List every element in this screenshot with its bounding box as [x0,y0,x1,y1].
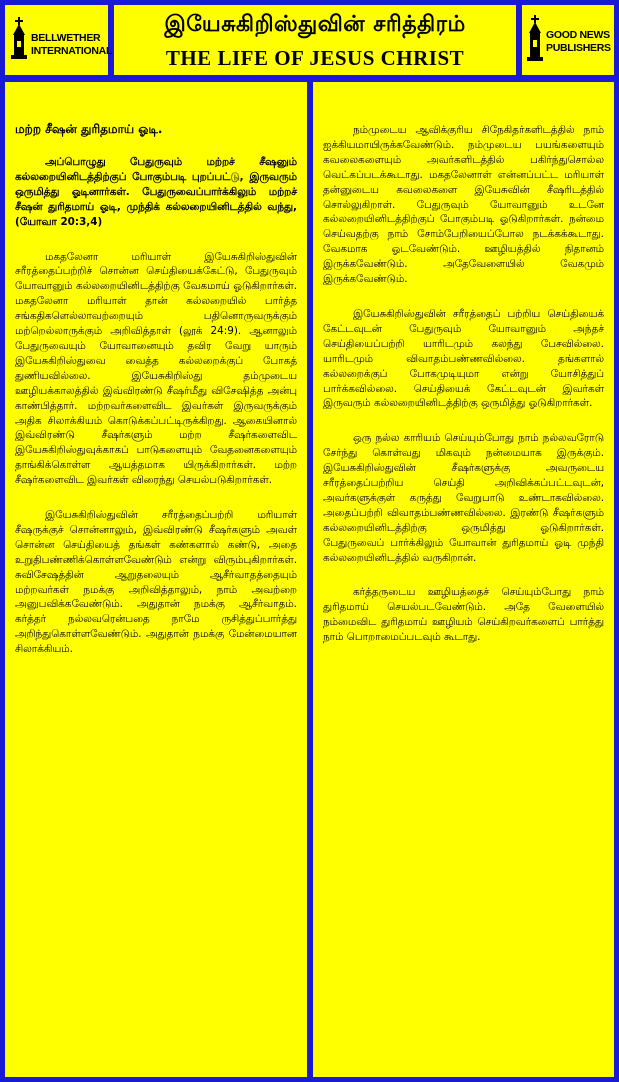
title-box [114,5,516,75]
paragraph: இயேசுகிறிஸ்துவின் சரீரத்தைப்பற்றி மரியாள் சீஷருக்குச் சொன்னாலும், இவ்விரண்டு சீஷர்களும் அவள் சொன்ன செய்தியைத் தங்கள் கண்களால் கண்டு, அதை உறுதிபண்ணிக்கொள்ளவேண்டும் என்று விரும்புகிறார்கள். சுவிசேஷத்தின் ஆறுதலையும் ஆசீர்வாதத்தையும் மற்றவர்கள் நமக்கு அறிவித்தாலும், நாம் அவற்றை அனுபவிக்கவேண்டும். அதுதான் நமக்கு ஆசீர்வாதம். கர்த்தர் நல்லவரென்பதை நாமே ருசித்துப்பார்த்து அறிந்துகொள்ளவேண்டும். அதுதான் நமக்கு மேன்மையான சிலாக்கியம். [15,509,297,656]
left-logo-line1: BELLWETHER [31,32,101,44]
right-logo-line2: PUBLISHERS [546,42,611,54]
right-logo-box [522,5,614,75]
bible-verse: அப்பொழுது பேதுருவும் மற்றச் சீஷனும் கல்லறையினிடத்திற்குப் போகும்படி புறப்பட்டு, இருவரும் ஒருமித்து ஓடினார்கள். பேதுருவைப்பார்க்கிலும் மற்றச் சீஷன் துரிதமாய் ஓடி, முந்திக் கல்லறையினிடத்தில் வந்து, (யோவா 20:3,4) [15,156,297,228]
paragraph: மகதலேனா மரியாள் இயேசுகிறிஸ்துவின் சரீரத்தைப்பற்றிச் சொன்ன செய்தியைக்கேட்டு, பேதுருவும் யோவானும் கல்லறையினிடத்திற்கு வேகமாய் ஓடுகிறார்கள். மகதலேனா மரியாள் தான் கல்லறையில் பார்த்த சங்கதிகளெல்லாவற்றையும் பதினொருவருக்கும் மற்றெல்லாருக்கும் அறிவித்தாள் (லூக் 24:9). ஆனாலும் பேதுருவையும் யோவானையும் தவிர வேறு யாரும் இயேசுகிறிஸ்துவை வைத்த கல்லறைக்குப் போகத் துணியவில்லை. இயேசுகிறிஸ்து தம்முடைய ஊழியக்காலத்தில் இவ்விரண்டு சீஷர்மீது விசேஷித்த அன்பு காண்பித்தார். மற்றவர்களைவிட இவர்கள் இருவருக்கும் அதிக சிலாக்கியம் கொடுக்கப்பட்டிருக்கிறது. ஆகையினால் இவ்விரண்டு சீஷர்களும் மற்ற சீஷர்களைவிட இயேசுகிறிஸ்துவுக்காகப் பாடுகளையும் வேதனைகளையும் தாங்கிக்கொள்ள ஆயத்தமாக யிருக்கிறார்கள். மற்ற சீஷர்களைவிட இவர்கள் விரைந்து செயல்படுகிறார்கள். [15,250,297,487]
left-logo-line2: INTERNATIONAL [31,45,113,57]
section-heading: மற்ற சீஷன் துரிதமாய் ஓடி. [15,122,163,136]
left-column [5,82,307,1077]
paragraph: நம்முடைய ஆவிக்குரிய சிநேகிதர்களிடத்தில் நாம் ஐக்கியமாயிருக்கவேண்டும். நம்முடைய பயங்களையும் கவலைகளையும் அவர்களிடத்தில் பகிர்ந்துசொல்ல வெட்கப்படக்கூடாது. மகதலேனாள் என்னப்பட்ட மரியாள் தன்னுடைய கவலைகளை இயேசுவின் சீஷரிடத்தில் சொல்லுகிறாள். பேதுருவும் யோவானும் உடனே கல்லறையினிடத்திற்குப் போகும்படி ஓடுகிறார்கள். நன்மை செய்வதற்கு நாம் சோம்பேறியைப்போல நடக்கக்கூடாது. வேகமாக ஓடவேண்டும். ஊழியத்தில் நிதானம் இருக்கவேண்டும். அதேவேளையில் வேகமும் இருக்கவேண்டும். [323,124,604,286]
paragraph: இயேசுகிறிஸ்துவின் சரீரத்தைப் பற்றிய செய்தியைக் கேட்டவுடன் பேதுருவும் யோவானும் அந்தச் செய்தியைப்பற்றி யாரிடமும் கலந்து பேசவில்லை. யாரிடமும் விவாதம்பண்ணவில்லை. தங்களால் கல்லறைக்குப் போகமுடியுமா என்று யோசித்துப் பார்க்கவில்லை. செய்தியைக் கேட்டவுடன் இவர்கள் இருவரும் கல்லறையினிடத்திற்கு ஒருமித்து ஓடுகிறார்கள். [323,307,604,410]
left-logo-box [5,5,113,75]
title-english: THE LIFE OF JESUS CHRIST [165,46,465,70]
bellwether-logo [11,17,112,59]
title-tamil: இயேசுகிறிஸ்துவின் சரித்திரம் [164,11,466,37]
right-column [313,82,614,1077]
church-icon [11,17,27,59]
paragraph: கர்த்தருடைய ஊழியத்தைச் செய்யும்போது நாம் துரிதமாய் செயல்படவேண்டும். அதே வேளையில் நம்மைவிட துரிதமாய் ஊழியம் செய்கிறவர்களைப் பார்த்து நாம் பொறாமைப்படவும் கூடாது. [323,586,604,644]
right-logo-line1: GOOD NEWS [546,29,610,41]
paragraph: ஒரு நல்ல காரியம் செய்யும்போது நாம் நல்லவரோடு சேர்ந்து கொள்வது மிகவும் நன்மையாக இருக்கும். இயேசுகிறிஸ்துவின் சீஷர்களுக்கு அவருடைய சரீரத்தைப்பற்றிய செய்தி அறிவிக்கப்பட்டவுடன், அவர்களுக்குள் கருத்து வேறுபாடு உண்டாகவில்லை. அதைப்பற்றி விவாதம்பண்ணவில்லை. இரண்டு சீஷர்களும் கல்லறையினிடத்திற்கு ஒருமித்து ஓடுகிறார்கள். பேதுருவைப் பார்க்கிலும் யோவான் துரிதமாய் ஓடி முந்தி கல்லறையினிடத்தில் வருகிறான். [323,432,604,564]
church-icon [527,15,543,61]
good-news-logo [527,15,611,61]
